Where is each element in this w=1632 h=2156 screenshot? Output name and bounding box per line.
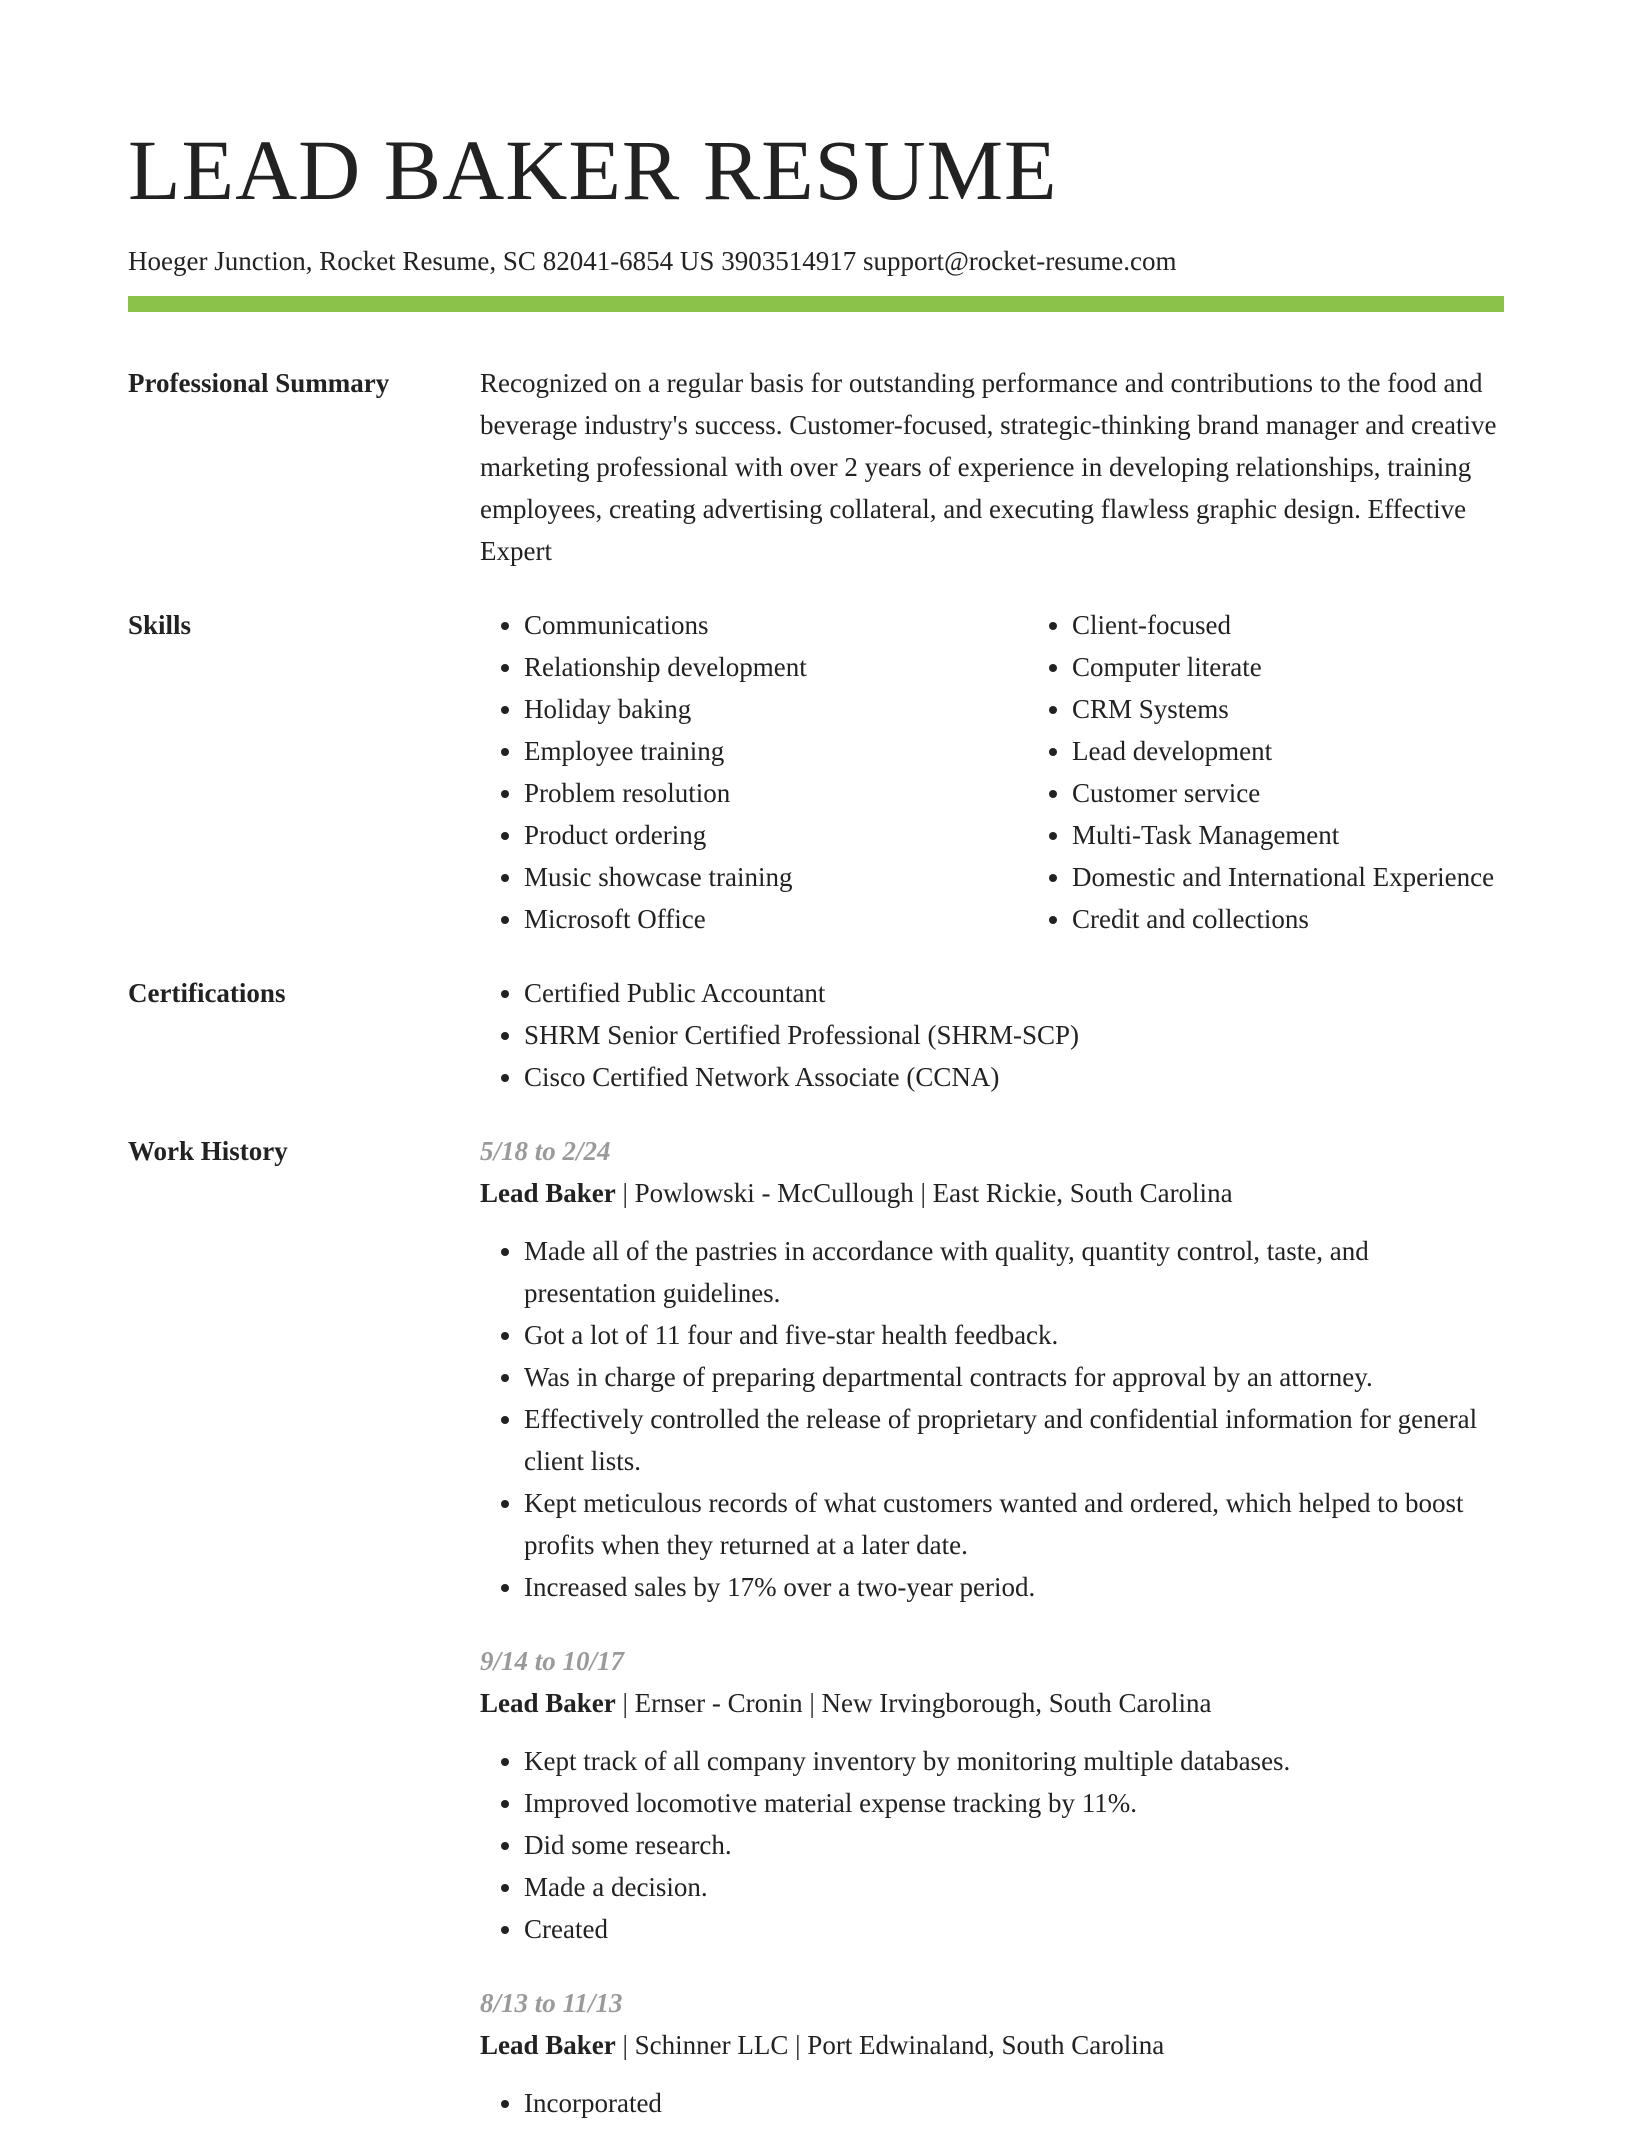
certification-item: • Certified Public Accountant xyxy=(524,972,1504,1014)
summary-text: Recognized on a regular basis for outstanding performance and contributions to the food and beverage industry's success. Customer-focused, strategic-thinking brand manager and creative marketing professional with over 2 years of experience in developing relationships, training employees, creating advertising collateral, and executing flawless graphic design. Effective Expert xyxy=(480,368,1497,566)
job-title: Lead Baker xyxy=(480,2030,616,2060)
section-label-skills: Skills xyxy=(128,610,192,640)
job-dates: 8/13 to 11/13 xyxy=(480,1988,623,2018)
skills-list-right xyxy=(1028,604,1494,940)
skill-item: • Multi-Task Management xyxy=(1072,814,1494,856)
job-bullet: • Created xyxy=(524,1908,1504,1950)
skill-item: • Problem resolution xyxy=(524,772,1028,814)
certification-item: • Cisco Certified Network Associate (CCNA) xyxy=(524,1056,1504,1098)
skill-item: • Customer service xyxy=(1072,772,1494,814)
job-entry xyxy=(480,1640,1504,1950)
job-bullet: • Was in charge of preparing departmental contracts for approval by an attorney. xyxy=(524,1356,1504,1398)
job-details: | Schinner LLC | Port Edwinaland, South Carolina xyxy=(615,2030,1165,2060)
job-entry xyxy=(480,1130,1504,1608)
section-label-work-history: Work History xyxy=(128,1136,288,1166)
job-bullet: • Got a lot of 11 four and five-star health feedback. xyxy=(524,1314,1504,1356)
job-heading xyxy=(480,2024,1504,2066)
certification-item: • SHRM Senior Certified Professional (SHRM-SCP) xyxy=(524,1014,1504,1056)
skills-list-left xyxy=(480,604,1028,940)
job-bullets xyxy=(480,2082,1504,2124)
job-title: Lead Baker xyxy=(480,1688,616,1718)
resume-title: LEAD BAKER RESUME xyxy=(128,122,1058,218)
job-bullet: • Made a decision. xyxy=(524,1866,1504,1908)
section-label-summary: Professional Summary xyxy=(128,368,390,398)
skill-item: • Microsoft Office xyxy=(524,898,1028,940)
job-bullet: • Effectively controlled the release of proprietary and confidential information for general client lists. xyxy=(524,1398,1504,1482)
skill-item: • Holiday baking xyxy=(524,688,1028,730)
job-bullet: • Did some research. xyxy=(524,1824,1504,1866)
section-body-certifications xyxy=(480,972,1504,1098)
job-dates: 5/18 to 2/24 xyxy=(480,1136,611,1166)
certifications-list xyxy=(480,972,1504,1098)
job-bullet: • Made all of the pastries in accordance with quality, quantity control, taste, and presentation guidelines. xyxy=(524,1230,1504,1314)
section-body-work-history xyxy=(480,1130,1504,2156)
job-bullet: • Incorporated xyxy=(524,2082,1504,2124)
section-label-certifications: Certifications xyxy=(128,978,286,1008)
skill-item: • Domestic and International Experience xyxy=(1072,856,1494,898)
job-heading xyxy=(480,1172,1504,1214)
job-bullet: • Improved locomotive material expense tracking by 11%. xyxy=(524,1782,1504,1824)
skill-item: • Credit and collections xyxy=(1072,898,1494,940)
job-bullet: • Kept track of all company inventory by monitoring multiple databases. xyxy=(524,1740,1504,1782)
resume-page xyxy=(128,0,1504,2156)
accent-divider xyxy=(128,296,1504,312)
contact-line: Hoeger Junction, Rocket Resume, SC 82041-6854 US 3903514917 support@rocket-resume.com xyxy=(128,246,1177,276)
job-bullet: • Kept meticulous records of what customers wanted and ordered, which helped to boost profits when they returned at a later date. xyxy=(524,1482,1504,1566)
skill-item: • Computer literate xyxy=(1072,646,1494,688)
section-certifications xyxy=(128,972,1504,1098)
section-professional-summary xyxy=(128,362,1504,572)
skill-item: • Lead development xyxy=(1072,730,1494,772)
job-title: Lead Baker xyxy=(480,1178,616,1208)
section-skills xyxy=(128,604,1504,940)
job-dates: 9/14 to 10/17 xyxy=(480,1646,625,1676)
job-entry xyxy=(480,1982,1504,2124)
section-work-history xyxy=(128,1130,1504,2156)
skill-item: • Relationship development xyxy=(524,646,1028,688)
job-bullet: • Increased sales by 17% over a two-year period. xyxy=(524,1566,1504,1608)
job-bullets xyxy=(480,1230,1504,1608)
job-details: | Powlowski - McCullough | East Rickie, South Carolina xyxy=(615,1178,1233,1208)
job-heading xyxy=(480,1682,1504,1724)
job-details: | Ernser - Cronin | New Irvingborough, South Carolina xyxy=(615,1688,1212,1718)
section-body-summary xyxy=(480,362,1504,572)
job-bullets xyxy=(480,1740,1504,1950)
skill-item: • CRM Systems xyxy=(1072,688,1494,730)
skill-item: • Music showcase training xyxy=(524,856,1028,898)
skill-item: • Employee training xyxy=(524,730,1028,772)
skill-item: • Client-focused xyxy=(1072,604,1494,646)
skills-columns xyxy=(480,604,1504,940)
skill-item: • Product ordering xyxy=(524,814,1028,856)
skill-item: • Communications xyxy=(524,604,1028,646)
